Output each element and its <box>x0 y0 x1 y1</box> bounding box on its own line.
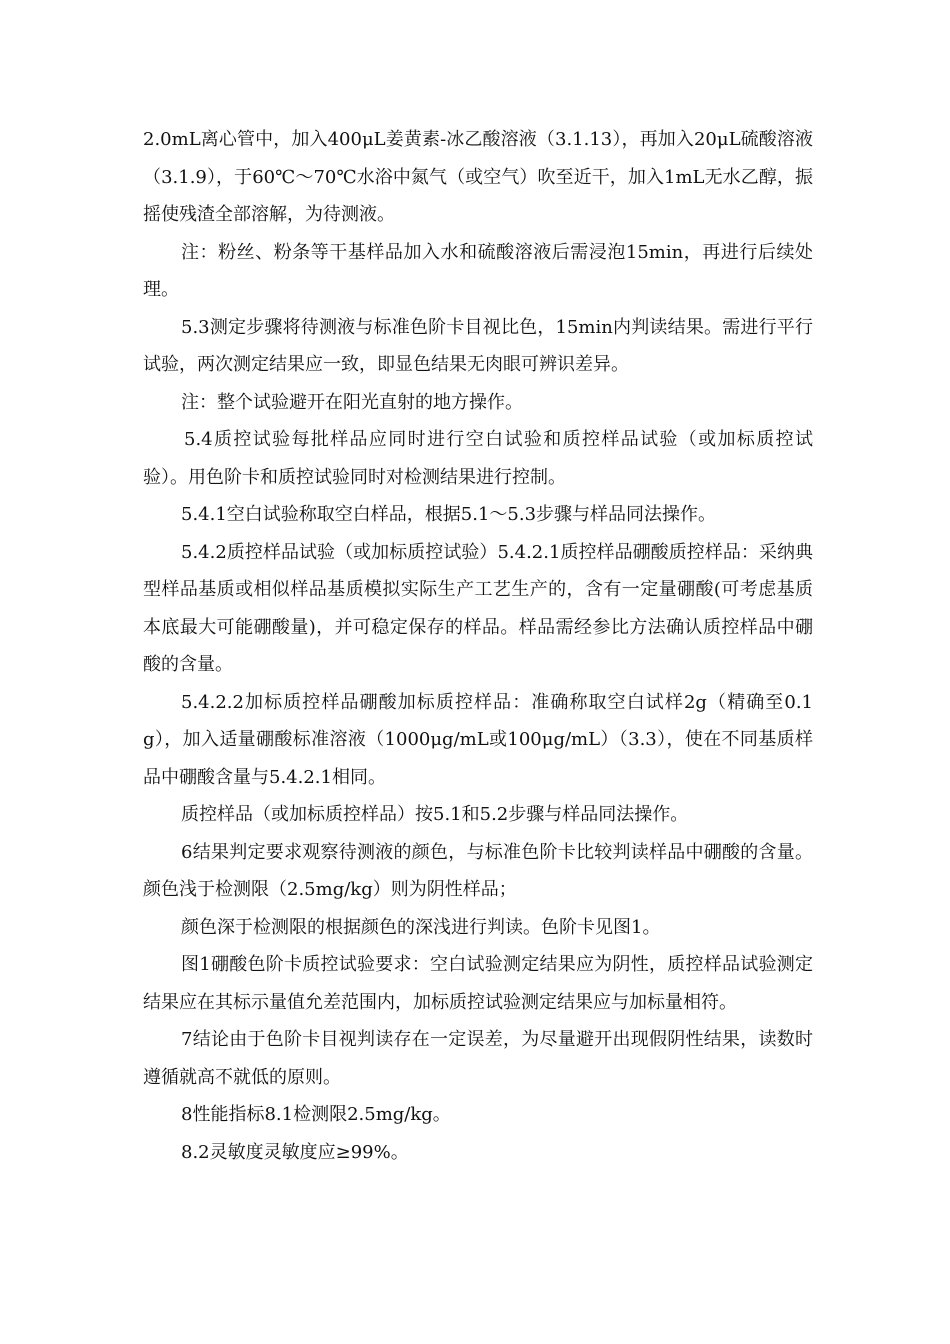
paragraph-qc-procedure: 质控样品（或加标质控样品）按5.1和5.2步骤与样品同法操作。 <box>181 804 689 825</box>
paragraph-figure-qc-requirements: 图1硼酸色阶卡质控试验要求：空白试验测定结果应为阴性，质控样品试验测定结果应在其标示量值允差范围内，加标质控试验测定结果应与加标量相符。 <box>143 954 813 1013</box>
paragraph-conclusion: 7结论由于色阶卡目视判读存在一定误差，为尽量避开出现假阴性结果，读数时遵循就高不就低的原则。 <box>143 1029 813 1088</box>
paragraph-blank-test: 5.4.1空白试验称取空白样品，根据5.1～5.3步骤与样品同法操作。 <box>181 504 717 525</box>
paragraph-measurement-steps: 5.3测定步骤将待测液与标准色阶卡目视比色，15min内判读结果。需进行平行试验，两次测定结果应一致，即显色结果无肉眼可辨识差异。 <box>143 316 813 375</box>
paragraph-note-sunlight: 注：整个试验避开在阳光直射的地方操作。 <box>181 391 523 413</box>
paragraph-performance-detection-limit: 8性能指标8.1检测限2.5mg/kg。 <box>181 1104 451 1125</box>
paragraph-qc-sample-test: 5.4.2质控样品试验（或加标质控试验）5.4.2.1质控样品硼酸质控样品：采纳典型样品基质或相似样品基质模拟实际生产工艺生产的，含有一定量硼酸(可考虑基质本底最大可能硼酸量)，并可稳定保存的样品。样品需经参比方法确认质控样品中硼酸的含量。 <box>143 541 813 675</box>
paragraph-sensitivity: 8.2灵敏度灵敏度应≥99%。 <box>181 1141 409 1163</box>
paragraph-spiked-qc-sample: 5.4.2.2加标质控样品硼酸加标质控样品：准确称取空白试样2g（精确至0.1g），加入适量硼酸标准溶液（1000μg/mL或100μg/mL）（3.3），使在不同基质样品中硼酸含量与5.4.2.1相同。 <box>143 691 813 788</box>
paragraph-result-judgement: 6结果判定要求观察待测液的颜色，与标准色阶卡比较判读样品中硼酸的含量。颜色浅于检测限（2.5mg/kg）则为阴性样品； <box>143 841 813 900</box>
document-body <box>143 121 813 1171</box>
paragraph-note-soak: 注：粉丝、粉条等干基样品加入水和硫酸溶液后需浸泡15min，再进行后续处理。 <box>143 241 813 300</box>
paragraph-sample-prep: 2.0mL离心管中，加入400μL姜黄素-冰乙酸溶液（3.1.13），再加入20μL硫酸溶液（3.1.9），于60℃～70℃水浴中氮气（或空气）吹至近干，加入1mL无水乙醇，振摇使残渣全部溶解，为待测液。 <box>143 129 813 225</box>
paragraph-quality-control: 5.4质控试验每批样品应同时进行空白试验和质控样品试验（或加标质控试验）。用色阶卡和质控试验同时对检测结果进行控制。 <box>143 429 813 488</box>
paragraph-color-depth: 颜色深于检测限的根据颜色的深浅进行判读。色阶卡见图1。 <box>181 916 661 938</box>
